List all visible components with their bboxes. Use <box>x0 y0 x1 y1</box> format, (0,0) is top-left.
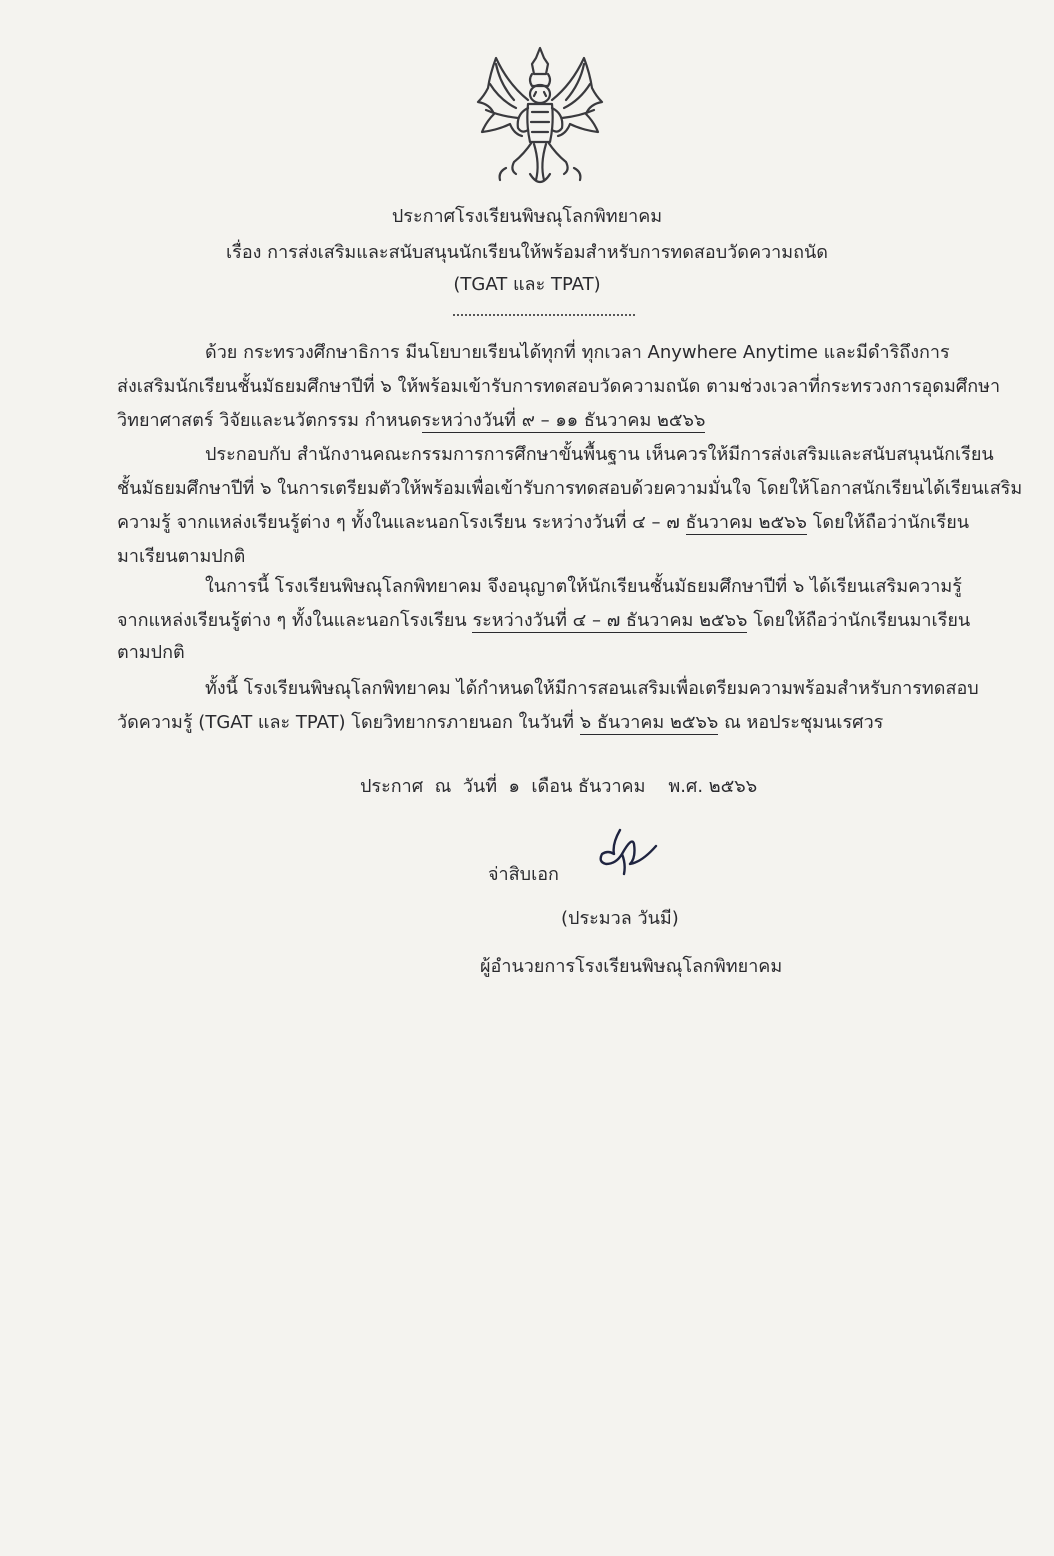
text-segment: โดยให้ถือว่านักเรียนมาเรียน <box>747 610 971 631</box>
signer-rank: จ่าสิบเอก <box>488 864 559 885</box>
dotted-separator <box>453 314 635 316</box>
paragraph-2-line-3 <box>117 510 969 536</box>
exam-names: (TGAT และ TPAT) <box>453 274 601 295</box>
announcement-subject: เรื่อง การส่งเสริมและสนับสนุนนักเรียนให้พร้อมสำหรับการทดสอบวัดความถนัด <box>226 242 828 263</box>
text-segment: จากแหล่งเรียนรู้ต่าง ๆ ทั้งในและนอกโรงเรียน <box>117 610 473 631</box>
paragraph-1-line-3 <box>117 408 705 434</box>
text-segment: วัดความรู้ (TGAT และ TPAT) โดยวิทยากรภายนอก ในวันที่ <box>117 712 580 733</box>
paragraph-3-line-2 <box>117 608 970 634</box>
underlined-date: ๖ ธันวาคม ๒๕๖๖ <box>579 712 719 733</box>
paragraph-2-line-1: ประกอบกับ สำนักงานคณะกรรมการการศึกษาขั้นพื้นฐาน เห็นควรให้มีการส่งเสริมและสนับสนุนนักเรียน <box>205 444 994 465</box>
announcement-date: ประกาศ ณ วันที่ ๑ เดือน ธันวาคม พ.ศ. ๒๕๖๖ <box>360 776 758 797</box>
text-segment: ณ หอประชุมนเรศวร <box>718 712 884 733</box>
signer-position: ผู้อำนวยการโรงเรียนพิษณุโลกพิทยาคม <box>480 956 783 977</box>
garuda-emblem-icon <box>470 44 610 194</box>
underlined-date: ธันวาคม ๒๕๖๖ <box>685 512 807 533</box>
text-segment: โดยให้ถือว่านักเรียน <box>806 512 970 533</box>
paragraph-2-line-2: ชั้นมัธยมศึกษาปีที่ ๖ ในการเตรียมตัวให้พร้อมเพื่อเข้ารับการทดสอบด้วยความมั่นใจ โดยให้โอกาสนักเรียนได้เรียนเสริม <box>117 478 1023 499</box>
paragraph-1-line-2: ส่งเสริมนักเรียนชั้นมัธยมศึกษาปีที่ ๖ ให้พร้อมเข้ารับการทดสอบวัดความถนัด ตามช่วงเวลาที่กระทรวงการอุดมศึกษา <box>117 376 1001 397</box>
paragraph-2-line-4: มาเรียนตามปกติ <box>117 546 246 567</box>
paragraph-3-line-1: ในการนี้ โรงเรียนพิษณุโลกพิทยาคม จึงอนุญาตให้นักเรียนชั้นมัธยมศึกษาปีที่ ๖ ได้เรียนเสริมความรู้ <box>205 576 962 597</box>
signer-name: (ประมวล วันมี) <box>561 908 679 929</box>
underlined-date-range: ระหว่างวันที่ ๙ – ๑๑ ธันวาคม ๒๕๖๖ <box>421 410 706 431</box>
text-segment: วิทยาศาสตร์ วิจัยและนวัตกรรม กำหนด <box>117 410 422 431</box>
paragraph-4-line-2 <box>117 710 883 736</box>
paragraph-4-line-1: ทั้งนี้ โรงเรียนพิษณุโลกพิทยาคม ได้กำหนดให้มีการสอนเสริมเพื่อเตรียมความพร้อมสำหรับการทดสอบ <box>205 678 979 699</box>
announcement-title: ประกาศโรงเรียนพิษณุโลกพิทยาคม <box>391 206 663 227</box>
paragraph-3-line-3: ตามปกติ <box>117 642 185 663</box>
handwritten-signature <box>590 824 660 884</box>
text-segment: ความรู้ จากแหล่งเรียนรู้ต่าง ๆ ทั้งในและนอกโรงเรียน ระหว่างวันที่ ๔ – ๗ <box>117 512 686 533</box>
underlined-date-range: ระหว่างวันที่ ๔ – ๗ ธันวาคม ๒๕๖๖ <box>472 610 748 631</box>
paragraph-1-line-1: ด้วย กระทรวงศึกษาธิการ มีนโยบายเรียนได้ทุกที่ ทุกเวลา Anywhere Anytime และมีดำริถึงการ <box>205 342 950 363</box>
